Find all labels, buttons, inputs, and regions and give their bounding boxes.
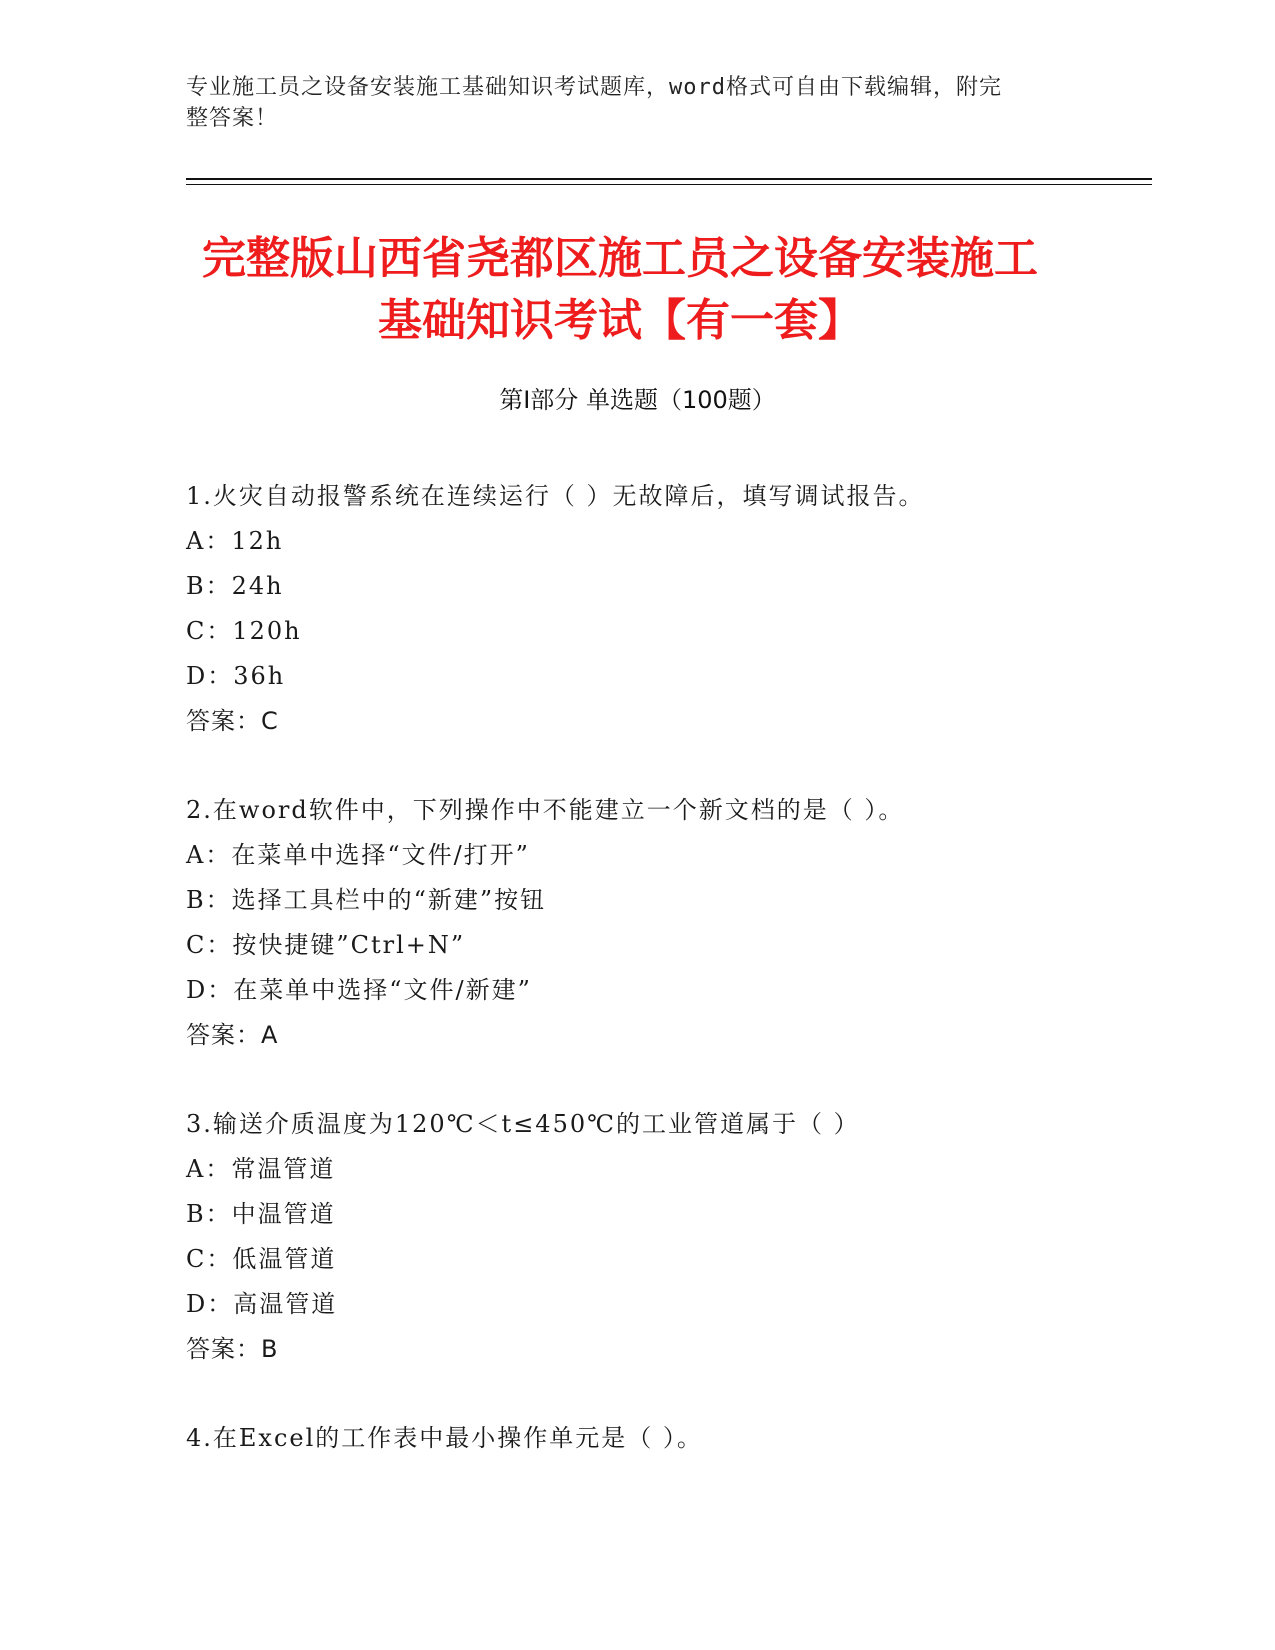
- question-stem: 4.在Excel的工作表中最小操作单元是（ ）。: [186, 1424, 703, 1452]
- option-a: A：12h: [186, 527, 284, 555]
- section-heading: 第Ⅰ部分 单选题（100题）: [499, 386, 776, 414]
- header-note: [186, 72, 1066, 134]
- option-d: D：在菜单中选择“文件/新建”: [186, 976, 532, 1004]
- option-c: C：按快捷键”Ctrl+N”: [186, 931, 466, 959]
- question-item: [186, 1416, 1146, 1461]
- header-note-line: 整答案！: [186, 106, 279, 131]
- option-a: A：在菜单中选择“文件/打开”: [186, 841, 530, 869]
- option-d: D：高温管道: [186, 1290, 338, 1318]
- option-d: D：36h: [186, 662, 286, 690]
- option-a: A：常温管道: [186, 1155, 336, 1183]
- document-title-line: 完整版山西省尧都区施工员之设备安装施工: [202, 233, 1038, 284]
- header-note-line: 专业施工员之设备安装施工基础知识考试题库，word格式可自由下载编辑，附完: [186, 75, 1002, 100]
- question-item: [186, 1102, 1146, 1372]
- option-b: B：24h: [186, 572, 284, 600]
- answer: 答案：C: [186, 707, 279, 735]
- option-b: B：中温管道: [186, 1200, 336, 1228]
- answer: 答案：B: [186, 1335, 279, 1363]
- header-divider: [186, 184, 1152, 185]
- question-item: [186, 474, 1146, 744]
- header-divider: [186, 178, 1152, 180]
- question-stem: 2.在word软件中，下列操作中不能建立一个新文档的是（ ）。: [186, 796, 905, 824]
- question-stem: 1.火灾自动报警系统在连续运行（ ）无故障后，填写调试报告。: [186, 482, 925, 510]
- question-item: [186, 788, 1146, 1058]
- answer: 答案：A: [186, 1021, 279, 1049]
- document-title-line: 基础知识考试【有一套】: [378, 295, 862, 346]
- question-list: [186, 474, 1146, 1505]
- option-b: B：选择工具栏中的“新建”按钮: [186, 886, 547, 914]
- option-c: C：低温管道: [186, 1245, 337, 1273]
- question-stem: 3.输送介质温度为120℃＜t≤450℃的工业管道属于（ ）: [186, 1110, 860, 1138]
- document-title: [160, 228, 1080, 352]
- option-c: C：120h: [186, 617, 302, 645]
